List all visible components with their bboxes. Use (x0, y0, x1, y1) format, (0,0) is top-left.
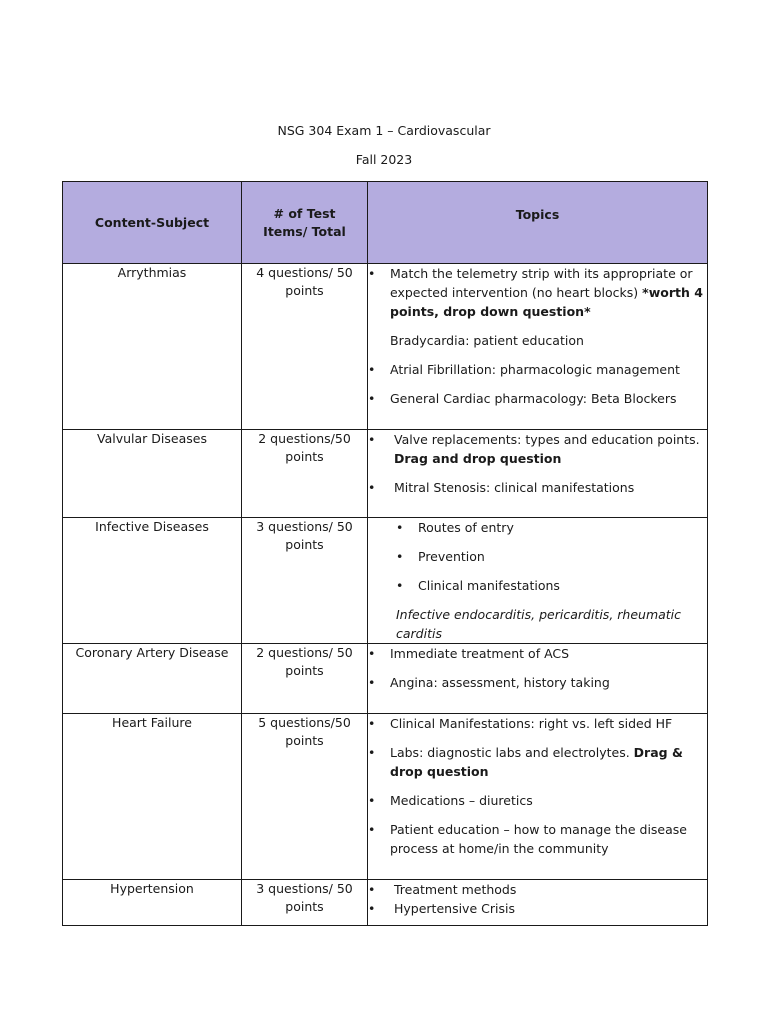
header-topics: Topics (368, 182, 708, 264)
topic-text: Clinical manifestations (418, 578, 560, 593)
topic-emphasis: Drag and drop question (394, 451, 562, 466)
topic-text: Clinical Manifestations: right vs. left sided HF (390, 716, 673, 731)
topic-item (368, 880, 707, 899)
row-items: 5 questions/50 points (242, 714, 368, 880)
topic-item (368, 791, 707, 810)
topic-item (396, 518, 707, 537)
table-row (63, 880, 708, 926)
document-term: Fall 2023 (355, 152, 413, 167)
row-topics (368, 430, 708, 518)
row-topics (368, 518, 708, 644)
topic-text: Atrial Fibrillation: pharmacologic management (390, 362, 680, 377)
row-items: 2 questions/50 points (242, 430, 368, 518)
row-subject: Infective Diseases (63, 518, 242, 644)
table-row (63, 518, 708, 644)
topic-item (368, 899, 707, 918)
table-row (63, 644, 708, 714)
topic-item (368, 360, 707, 379)
exam-blueprint-table (62, 181, 708, 926)
topic-text: Treatment methods (394, 882, 517, 897)
topic-text: Match the telemetry strip with its appropriate or expected intervention (no heart blocks) (390, 266, 693, 300)
topic-item (368, 264, 707, 321)
topic-text: Mitral Stenosis: clinical manifestations (394, 480, 635, 495)
row-subject: Heart Failure (63, 714, 242, 880)
row-subject: Coronary Artery Disease (63, 644, 242, 714)
row-items: 3 questions/ 50 points (242, 880, 368, 926)
table-header-row (63, 182, 708, 264)
topic-item (368, 743, 707, 781)
row-topics (368, 644, 708, 714)
header-test-items: # of Test Items/ Total (242, 182, 368, 264)
row-subject: Hypertension (63, 880, 242, 926)
row-topics (368, 880, 708, 926)
topic-item (368, 714, 707, 733)
topic-text: Prevention (418, 549, 485, 564)
topic-emphasis: *worth 4 points, drop down question* (390, 285, 703, 319)
row-subject: Valvular Diseases (63, 430, 242, 518)
topic-item (368, 389, 707, 408)
document-title: NSG 304 Exam 1 – Cardiovascular (277, 123, 491, 138)
row-topics (368, 714, 708, 880)
row-items: 2 questions/ 50 points (242, 644, 368, 714)
topic-item (396, 576, 707, 595)
topic-item (368, 331, 707, 350)
topic-item (368, 673, 707, 692)
header-content-subject: Content-Subject (63, 182, 242, 264)
topic-text: Labs: diagnostic labs and electrolytes. (390, 745, 634, 760)
topic-emphasis: Drag & drop question (390, 745, 683, 779)
table-row (63, 264, 708, 430)
topic-text: General Cardiac pharmacology: Beta Blockers (390, 391, 677, 406)
topic-item (368, 430, 707, 468)
topic-item (396, 547, 707, 566)
table-row (63, 714, 708, 880)
topic-text: Valve replacements: types and education points. (394, 432, 700, 447)
topic-text: Bradycardia: patient education (390, 333, 584, 348)
topic-text: Immediate treatment of ACS (390, 646, 570, 661)
topic-text: Angina: assessment, history taking (390, 675, 610, 690)
topic-note: Infective endocarditis, pericarditis, rheumatic carditis (396, 607, 682, 641)
topic-item (368, 644, 707, 663)
table-row (63, 430, 708, 518)
topic-text: Hypertensive Crisis (394, 901, 515, 916)
topic-item (368, 820, 707, 858)
topic-text: Medications – diuretics (390, 793, 533, 808)
topic-text: Patient education – how to manage the disease process at home/in the community (390, 822, 687, 856)
row-items: 3 questions/ 50 points (242, 518, 368, 644)
topic-text: Routes of entry (418, 520, 514, 535)
row-subject: Arrythmias (63, 264, 242, 430)
row-items: 4 questions/ 50 points (242, 264, 368, 430)
row-topics (368, 264, 708, 430)
topic-item (368, 478, 707, 497)
